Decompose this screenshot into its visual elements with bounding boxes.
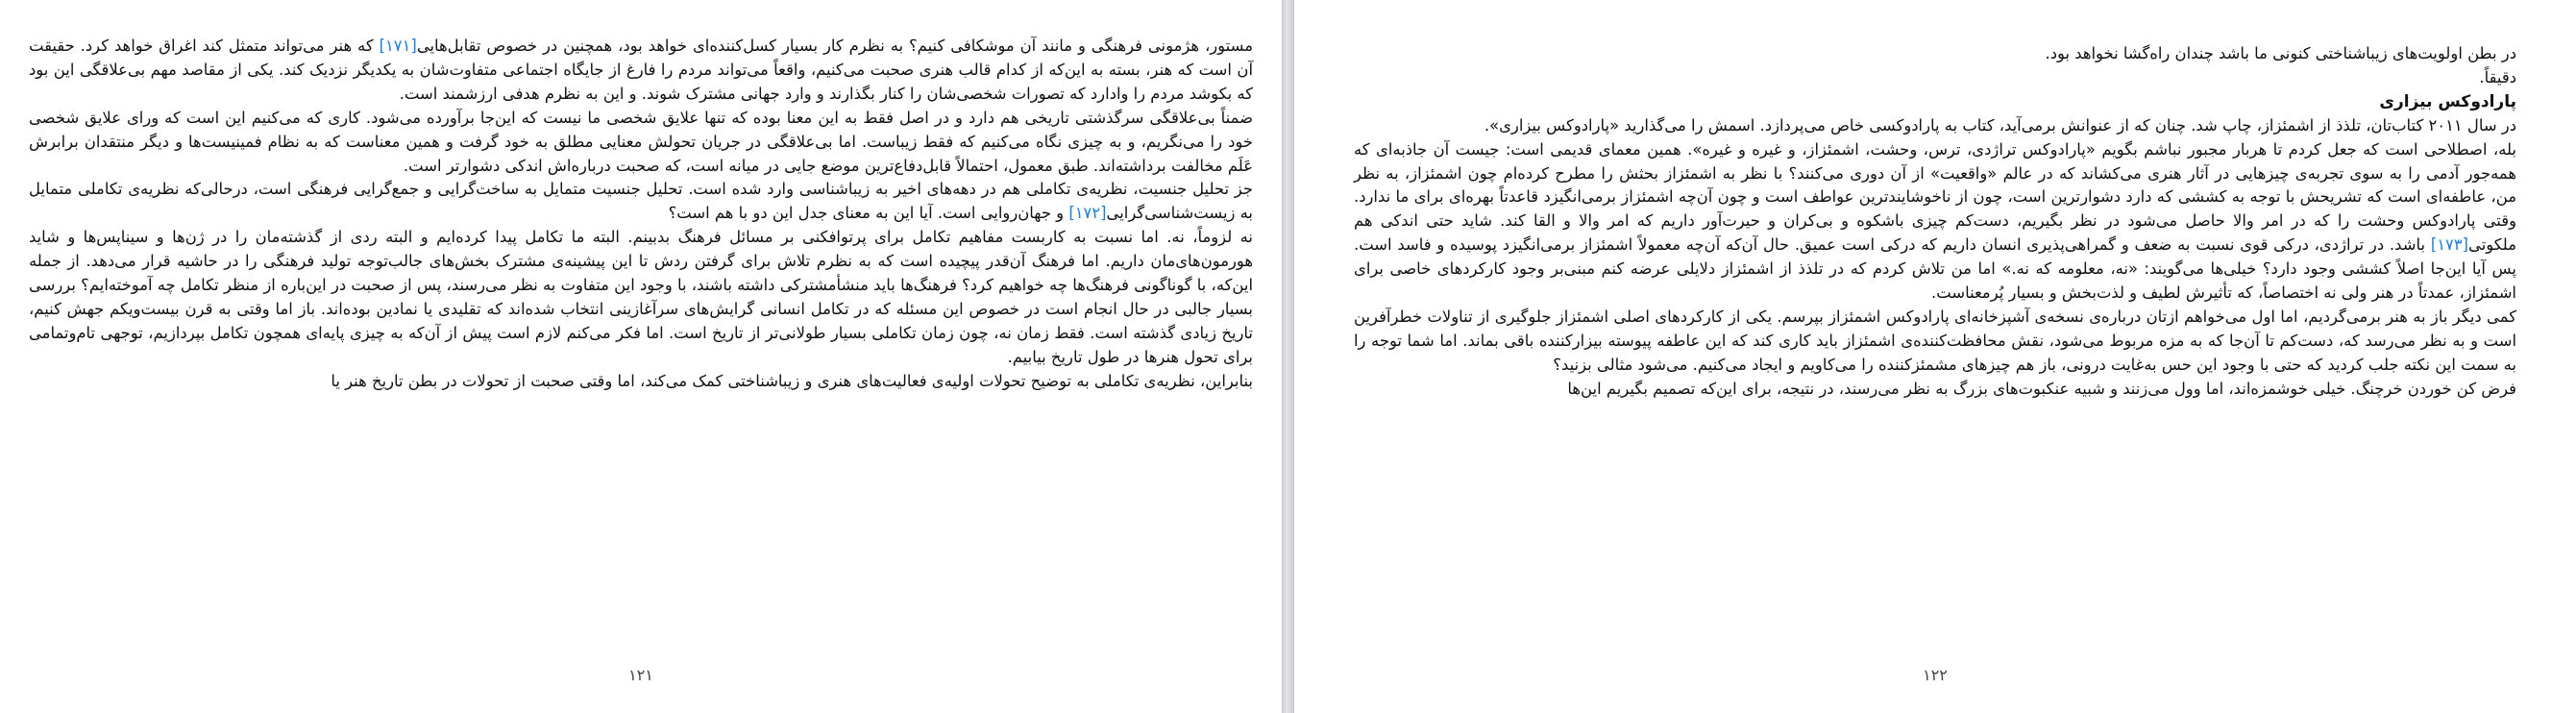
page-number: ۱۲۲ [1923, 666, 1948, 684]
paragraph: نه لزوماً، نه. اما نسبت به کاربست مفاهیم تکامل برای پرتوافکنی بر مسائل فرهنگ بدبینم. البته ما تکامل پیدا کرده‌ایم و البته ردی از گذشته‌مان را در ژن‌ها و سیناپس‌ها و شاید هورمون‌های‌مان داریم. اما فرهنگ آن‌قدر پیچیده است که به نظرم تلاش برای گرفتن ردش تا این پیشینه‌ی مشترک بخش‌های جالب‌توجه تولید فرهنگی را در حاشیه قرار می‌دهد. از جمله این‌که، با گوناگونی فرهنگ‌ها چه خواهیم کرد؟ فرهنگ‌ها باید منشأمشترکی داشته باشند، با وجود این متفاوت به نظر می‌رسند، پس از صحبت در این‌باره از منظر تکامل چه آموخته‌ایم؟ بررسی بسیار جالبی در حال انجام است در خصوص این مسئله که در تکامل انسانی گرایش‌های سرآغازینی انتخاب شده‌اند که تقلیدی یا نمادین بوده‌اند. باز اما وقتی به قرن بیست‌ویکم جهش کنیم، تاریخ زیادی گذشته است. فقط زمان نه، چون زمان تکاملی بسیار طولانی‌تر از تاریخ است. اما فکر می‌کنم لازم است پیش از آن‌که به چیزی پایه‌ای همچون تکامل بپردازیم، توجهی تام‌وتمامی برای تحول هنرها در طول تاریخ بیابیم. [29, 228, 1253, 366]
paragraph: مستور، هژمونی فرهنگی و مانند آن موشکافی کنیم؟ به نظرم کار بسیار کسل‌کننده‌ای خواهد بود، همچنین در خصوص تقابل‌هایی[۱۷۱] که هنر می‌تواند متمثل کند اغراق خواهد کرد. حقیقت آن است که هنر، بسته به این‌که از کدام قالب هنری صحبت می‌کنیم، واقعاً می‌تواند مردم را فارغ از جایگاه اجتماعی متفاوت‌شان به یکدیگر نزدیک کند. یکی از مقاصد مهم بی‌علاقگی این بود که بکوشد مردم را وادارد که تصورات شخصی‌شان را کنار بگذارند و وارد جهانی مشترک شوند. و این به نظرم هدفی ارزشمند است. [29, 37, 1253, 103]
footnote-ref[interactable]: [۱۷۳] [2430, 235, 2469, 255]
paragraph: بنابراین، نظریه‌ی تکاملی به توضیح تحولات اولیه‌ی فعالیت‌های هنری و زیباشناختی کمک می‌کند، اما وقتی صحبت از تحولات در بطن تاریخ هنر یا [331, 371, 1253, 390]
paragraph: ضمناً بی‌علاقگی سرگذشتی تاریخی هم دارد و در اصل فقط به این معنا بوده که تنها علایق شخصی ما نیست که این‌جا برآورده می‌شود. کاری که می‌کنیم این است که ورای علایق شخصی خود را می‌نگریم، و به چیزی نگاه می‌کنیم که فقط زیباست. اما بی‌علاقگی در جریان تحولش معنایی مطلق به خود گرفت و همین معناست که به نظام فمینیست‌ها و دیگر منتقدان برابرش عَلَم مخالفت برداشته‌اند. طبق معمول، احتمالاً قابل‌دفاع‌ترین موضع جایی در میانه است، که صحبت درباره‌اش اندکی دشوارتر است. [29, 108, 1253, 175]
paragraph: فرض کن خوردن خرچنگ. خیلی خوشمزه‌اند، اما وول می‌زنند و شبیه عنکبوت‌های بزرگ به نظر می‌رسند، در نتیجه، برای این‌که تصمیم بگیریم این‌ها [1567, 379, 2516, 398]
page-number: ۱۲۱ [628, 666, 653, 684]
paragraph: دقیقاً. [2479, 67, 2516, 86]
section-heading: پارادوکس بیزاری [2379, 91, 2516, 111]
paragraph: در سال ۲۰۱۱ کتاب‌تان، تلذذ از اشمئزاز، چاپ شد. چنان که از عنوانش برمی‌آید، کتاب به پارادوکسی خاص می‌پردازد. اسمش را می‌گذارید «پارادوکس بیزاری». [1484, 115, 2516, 135]
page-gutter [1282, 0, 1294, 713]
left-page-text [29, 35, 1253, 394]
footnote-ref[interactable]: [۱۷۱] [379, 37, 417, 55]
paragraph: در بطن اولویت‌های زیباشناختی کنونی ما باشد چندان راه‌گشا نخواهد بود. [2045, 44, 2516, 62]
right-page-text [1354, 42, 2516, 402]
paragraph: بله، اصطلاحی است که جعل کردم تا هربار مجبور نباشم بگویم «پارادوکس تراژدی، ترس، وحشت، اشمئزاز، و غیره و غیره». همین معمای قدیمی است: جیست آن جاذبه‌ای که همه‌جور آدمی را به سوی تجربه‌ی چیزهایی در آثار هنری می‌کشاند که در عالم «واقعیت» از آن دوری می‌کنند؟ با نظر به اشمئزاز بحثش را مطرح کرده‌ام چون اشمئزاز، به نظر من، عاطفه‌ای است که تشریحش با توجه به کششی که دارد دشوارترین است، چون از ناخوشایندترین عواطف است و چون آن‌چه اشمئزاز برمی‌انگیزد قاعدتاً بهره‌ای برای ما ندارد. وقتی پارادوکس وحشت را که در امر والا حاصل می‌شود در نظر بگیریم، دست‌کم چیزی باشکوه و بی‌کران و حیرت‌آور داریم که امر والا و القا کند. شاید حتی اندکی هم ملکوتی[۱۷۳] باشد. در تراژدی، درکی قوی نسبت به ضعف و گمراهی‌پذیری انسان داریم که درکی است عمیق. حال آن‌که آن‌چه معمولاً اشمئزاز برمی‌انگیزد پوسیده و فاسد است. پس آیا این‌جا اصلاً کششی وجود دارد؟ خیلی‌ها می‌گویند: «نه، معلومه که نه.» اما من تلاش کردم که در تلذذ از اشمئزاز دلایلی عرضه کنم مبنی‌بر وجود کارکردهای خاصی برای اشمئزاز، عمدتاً در هنر ولی نه اختصاصاً، که تأثیرش لطیف و لذت‌بخش و بسیار پُرمعناست. [1354, 139, 2516, 303]
paragraph: کمی دیگر باز به هنر برمی‌گردیم، اما اول می‌خواهم ازتان درباره‌ی نسخه‌ی آشپزخانه‌ای پارادوکس اشمئزاز بپرسم. یکی از کارکردهای اصلی اشمئزاز جلوگیری از تناولات خطرآفرین است و به نظر می‌رسد که، دست‌کم تا آن‌جا که به مزه مربوط می‌شود، نقش محافظت‌کننده‌ی اشمئزاز باید کاری کند که این عاطفه پیوسته بیزارکننده باقی بماند. اما شما توجه را به سمت این نکته جلب کردید که حتی با وجود این حس به‌غایت درونی، باز هم چیزهای مشمئزکننده را می‌کاویم و ایجاد می‌کنیم. می‌شود مثالی بزنید؟ [1354, 307, 2516, 374]
paragraph: جز تحلیل جنسیت، نظریه‌ی تکاملی هم در دهه‌های اخیر به زیباشناسی وارد شده است. تحلیل جنسیت متمایل به ساخت‌گرایی و جمع‌گرایی فرهنگی است، درحالی‌که نظریه‌ی تکاملی متمایل به زیست‌شناسی‌گرایی[۱۷۲] و جهان‌روایی است. آیا این به معنای جدل این دو با هم است؟ [29, 180, 1253, 223]
left-page [0, 0, 1282, 713]
footnote-ref[interactable]: [۱۷۲] [1068, 204, 1107, 223]
right-page [1294, 0, 2576, 713]
